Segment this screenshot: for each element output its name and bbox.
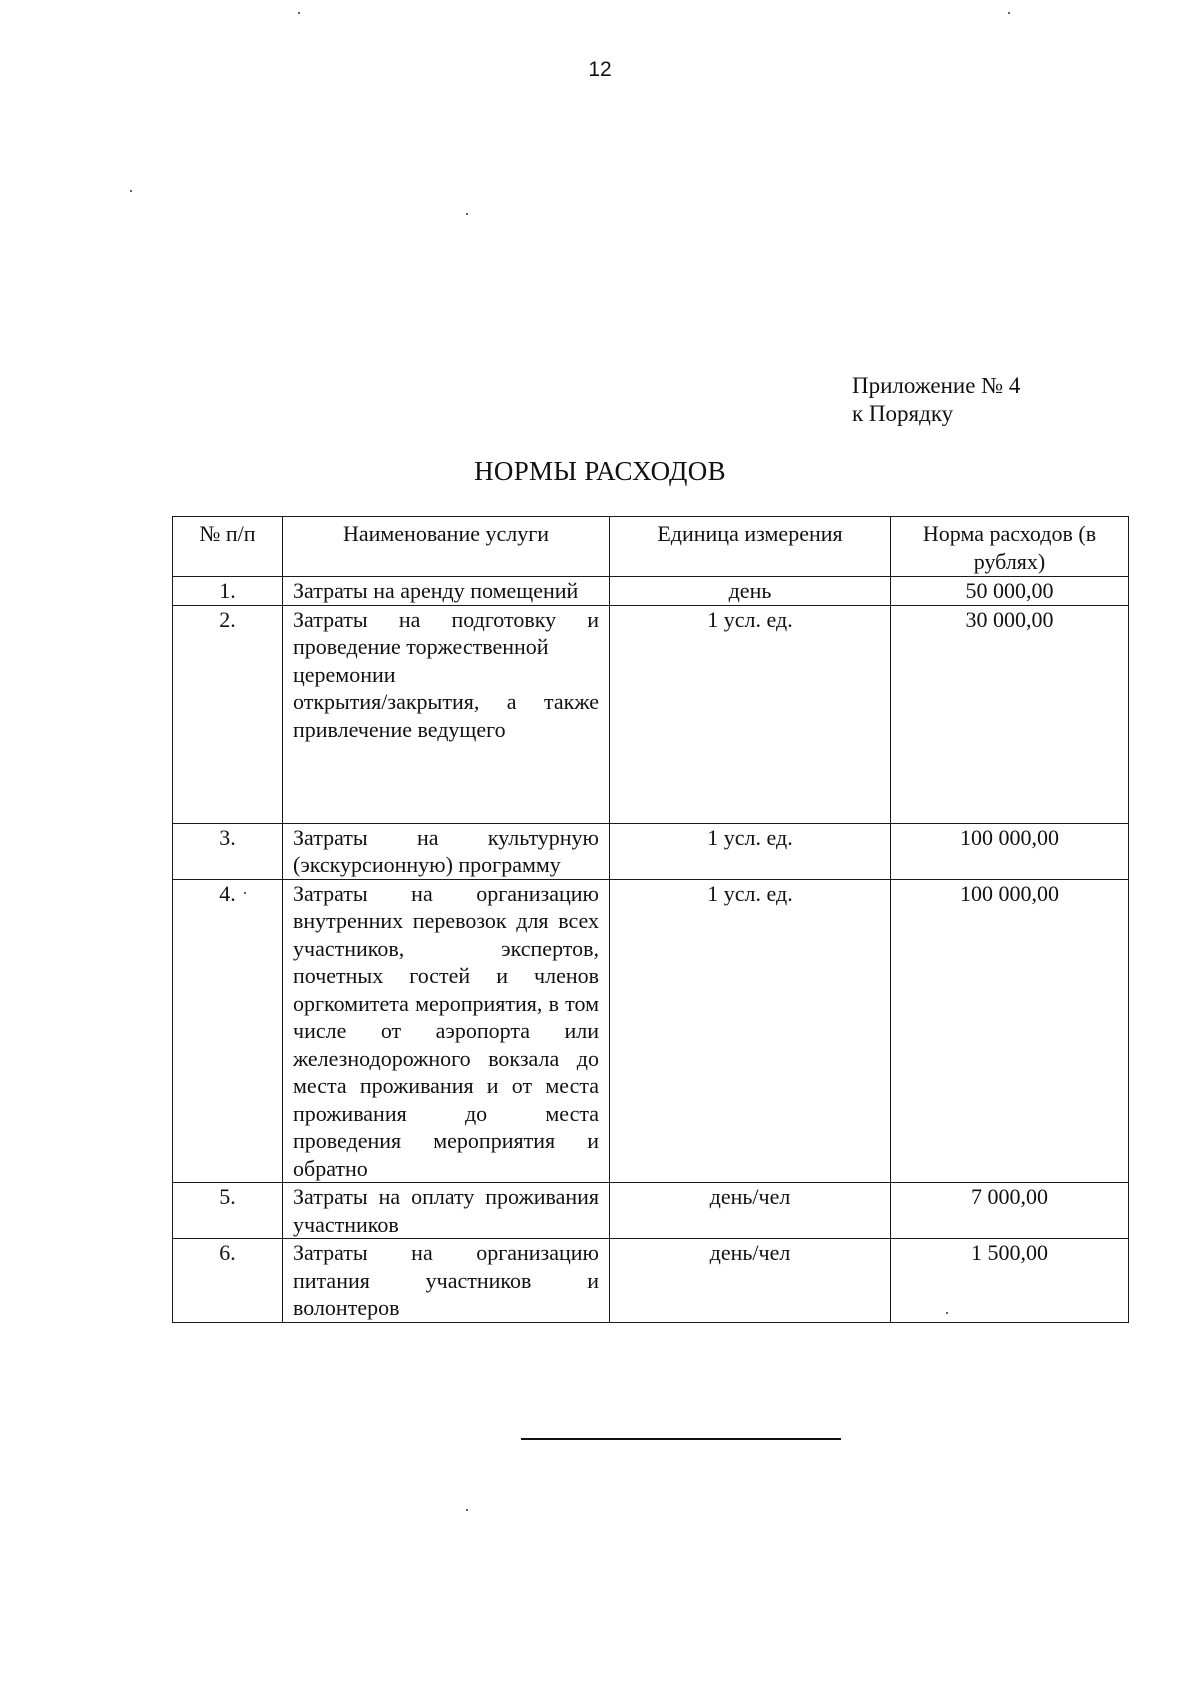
end-of-document-rule — [521, 1438, 841, 1440]
row-norm: 100 000,00 — [891, 879, 1129, 1183]
row-name-line: Затраты на подготовку и проведение торжественной — [293, 606, 599, 659]
expense-norms-table — [172, 516, 1129, 1323]
table-row — [173, 879, 1129, 1183]
appendix-line-2: к Порядку — [852, 401, 954, 426]
row-name: Затраты на культурную (экскурсионную) программу — [283, 823, 610, 879]
row-unit: день — [610, 577, 891, 606]
row-name-line: церемонии — [293, 661, 396, 687]
scan-speck — [298, 12, 300, 14]
row-name — [283, 605, 610, 823]
row-unit: 1 усл. ед. — [610, 879, 891, 1183]
row-num: 5. — [173, 1183, 283, 1239]
row-norm: 50 000,00 — [891, 577, 1129, 606]
scan-speck — [946, 1312, 948, 1314]
scan-speck — [466, 1509, 468, 1511]
table-header-row — [173, 517, 1129, 577]
header-unit: Единица измерения — [610, 517, 891, 577]
header-norm: Норма расходов (в рублях) — [891, 517, 1129, 577]
row-norm: 1 500,00 — [891, 1239, 1129, 1323]
row-norm: 30 000,00 — [891, 605, 1129, 823]
scan-speck — [1008, 12, 1010, 14]
scan-speck — [244, 892, 246, 894]
document-title: НОРМЫ РАСХОДОВ — [474, 456, 726, 486]
row-num: 4. — [173, 879, 283, 1183]
header-num: № п/п — [173, 517, 283, 577]
row-unit: день/чел — [610, 1239, 891, 1323]
table-row — [173, 823, 1129, 879]
table-row — [173, 1183, 1129, 1239]
row-unit: 1 усл. ед. — [610, 605, 891, 823]
row-name: Затраты на оплату проживания участников — [283, 1183, 610, 1239]
row-norm: 100 000,00 — [891, 823, 1129, 879]
scan-speck — [130, 190, 132, 192]
scan-speck — [466, 213, 468, 215]
row-num: 2. — [173, 605, 283, 823]
header-name: Наименование услуги — [283, 517, 610, 577]
table-row — [173, 605, 1129, 823]
row-name: Затраты на аренду помещений — [283, 577, 610, 606]
row-num: 1. — [173, 577, 283, 606]
table-row — [173, 1239, 1129, 1323]
appendix-line-1: Приложение № 4 — [852, 373, 1021, 398]
page-number: 12 — [588, 58, 612, 81]
row-name-line: открытия/закрытия, а также привлечение ведущего — [293, 689, 599, 742]
row-num: 3. — [173, 823, 283, 879]
row-norm: 7 000,00 — [891, 1183, 1129, 1239]
row-num: 6. — [173, 1239, 283, 1323]
row-unit: 1 усл. ед. — [610, 823, 891, 879]
table-row — [173, 577, 1129, 606]
row-unit: день/чел — [610, 1183, 891, 1239]
row-name: Затраты на организацию питания участников и волонтеров — [283, 1239, 610, 1323]
row-name: Затраты на организацию внутренних перевозок для всех участников, экспертов, почетных гостей и членов оргкомитета мероприятия, в том числе от аэропорта или железнодорожного вокзала до места проживания и от места проживания до места проведения мероприятия и обратно — [283, 879, 610, 1183]
appendix-reference — [852, 372, 1020, 428]
